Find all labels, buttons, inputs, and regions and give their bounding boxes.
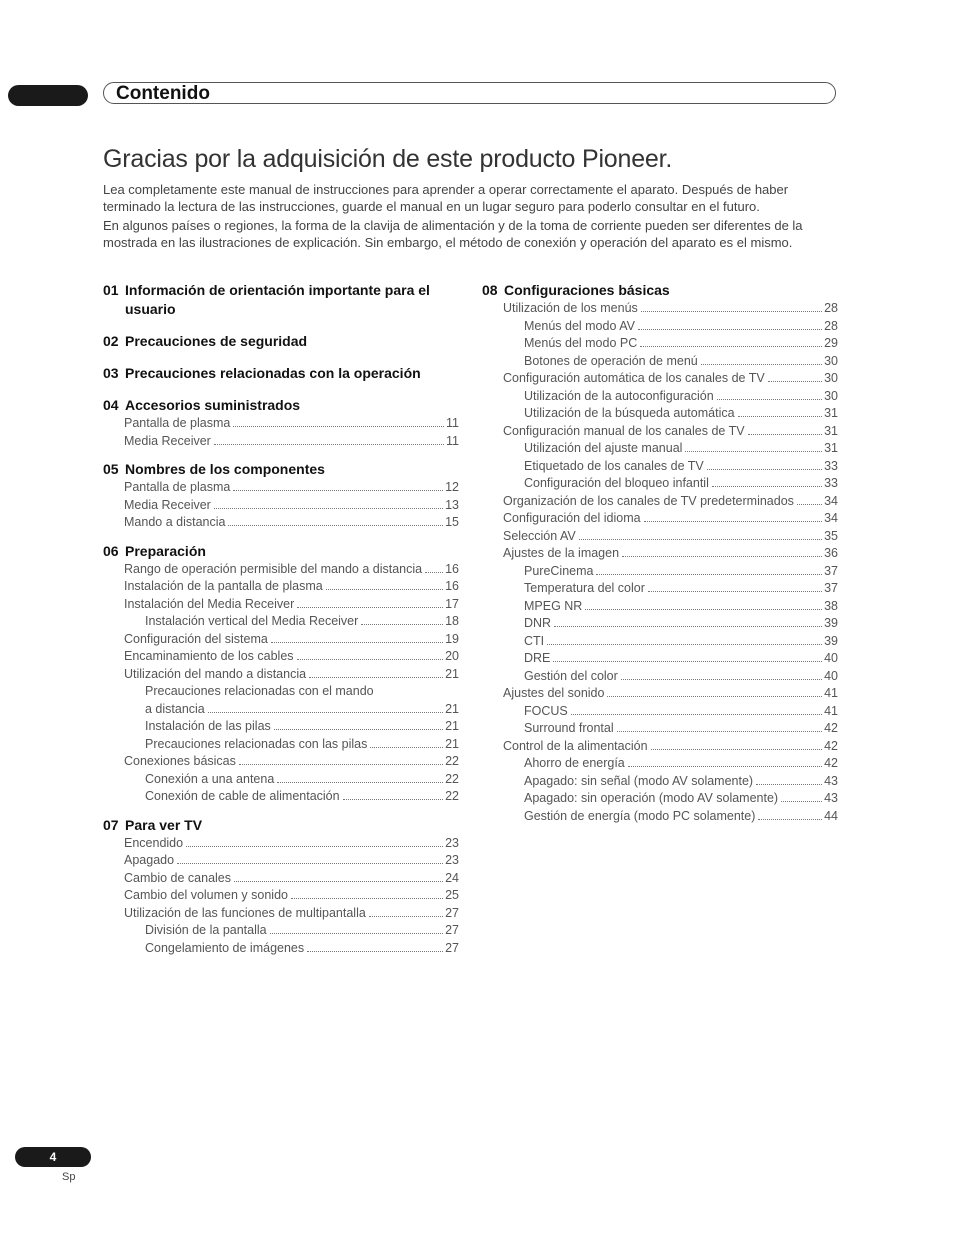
toc-entry-label: Apagado: sin señal (modo AV solamente) (524, 773, 754, 788)
toc-chapter-number: 01 (103, 282, 119, 298)
toc-entry-label: Media Receiver (124, 497, 211, 512)
toc-entry-label: Media Receiver (124, 433, 211, 448)
toc-entry-page: 42 (824, 738, 838, 753)
toc-entry[interactable] (103, 613, 459, 631)
toc-dot-leader (640, 346, 822, 347)
toc-chapter-heading[interactable] (103, 332, 459, 351)
toc-entry-page: 22 (445, 771, 459, 786)
toc-dot-leader (234, 881, 443, 882)
toc-entry-label: Pantalla de plasma (124, 480, 231, 494)
toc-chapter-title: Configuraciones básicas (504, 282, 670, 298)
toc-entry-page: 34 (824, 511, 838, 525)
toc-entry-page: 30 (824, 388, 838, 403)
toc-dot-leader (274, 729, 443, 730)
toc-entry[interactable] (482, 580, 838, 598)
toc-dot-leader (307, 951, 443, 952)
toc-entry-page: 23 (445, 835, 459, 850)
toc-entry[interactable] (482, 755, 838, 773)
toc-dot-leader (641, 311, 822, 312)
toc-dot-leader (644, 521, 823, 522)
toc-entry-page: 11 (446, 433, 459, 448)
intro-paragraph-2: En algunos países o regiones, la forma de la clavija de alimentación y de la toma de corriente pueden ser diferentes de la mostrada en las ilustraciones de explicación. Sin embargo, el método de conexión y operación del aparato es el mismo. (103, 218, 803, 250)
toc-entry-label: Surround frontal (524, 721, 614, 735)
toc-chapter-number: 02 (103, 333, 119, 349)
toc-chapter-number: 06 (103, 542, 119, 559)
toc-dot-leader (651, 749, 823, 750)
toc-entry[interactable] (103, 835, 459, 853)
toc-chapter-title: Nombres de los componentes (125, 461, 325, 477)
toc-entry-label: Instalación vertical del Media Receiver (145, 614, 359, 628)
toc-entry[interactable] (482, 335, 838, 353)
toc-entry[interactable] (103, 887, 459, 905)
toc-entry[interactable] (103, 718, 459, 736)
toc-dot-leader (596, 574, 822, 575)
toc-entry[interactable] (103, 514, 459, 532)
toc-entry[interactable] (482, 440, 838, 458)
toc-dot-leader (797, 504, 822, 505)
toc-entry[interactable] (103, 701, 459, 719)
toc-entry-page: 19 (445, 631, 459, 646)
toc-entry[interactable] (482, 773, 838, 791)
toc-entry-page: 41 (824, 686, 838, 700)
toc-entry[interactable] (482, 493, 838, 511)
toc-dot-leader (554, 626, 822, 627)
toc-dot-leader (228, 525, 443, 526)
toc-entry-page: 38 (824, 598, 838, 613)
toc-entry-page: 11 (446, 416, 459, 430)
chapter-gap (103, 319, 459, 332)
toc-entry-label: a distancia (145, 701, 205, 716)
toc-chapter-title: Precauciones relacionadas con la operación (125, 365, 421, 381)
toc-entry[interactable] (103, 578, 459, 596)
toc-entry-label: Utilización de la autoconfiguración (524, 388, 714, 403)
toc-entry-label: Menús del modo AV (524, 318, 635, 333)
toc-entry-label: PureCinema (524, 563, 594, 578)
toc-dot-leader (343, 799, 444, 800)
toc-entry-label: Congelamiento de imágenes (145, 940, 305, 955)
toc-entry-page: 22 (445, 754, 459, 768)
toc-entry[interactable] (103, 922, 459, 940)
toc-dot-leader (748, 434, 823, 435)
toc-entry[interactable] (103, 648, 459, 666)
toc-entry[interactable] (482, 405, 838, 423)
toc-entry-label: Configuración del idioma (503, 511, 641, 525)
toc-dot-leader (297, 659, 444, 660)
toc-entry[interactable] (482, 300, 838, 318)
toc-entry[interactable] (103, 905, 459, 923)
chapter-gap (103, 351, 459, 364)
toc-entry[interactable] (103, 788, 459, 806)
toc-dot-leader (326, 589, 443, 590)
page-number: 4 (15, 1147, 91, 1167)
toc-entry-label: División de la pantalla (145, 923, 267, 937)
toc-column-right (482, 281, 838, 825)
toc-chapter-number: 07 (103, 816, 119, 833)
toc-entry[interactable] (482, 388, 838, 406)
toc-entry-label: Encendido (124, 835, 184, 850)
toc-entry[interactable] (482, 510, 838, 528)
toc-entry-page: 16 (445, 579, 459, 593)
toc-entry-page: 33 (824, 476, 838, 490)
toc-entry[interactable] (103, 666, 459, 684)
toc-dot-leader (701, 364, 822, 365)
toc-entry-page: 31 (824, 423, 838, 438)
toc-entry-page: 41 (824, 703, 838, 718)
toc-dot-leader (291, 898, 443, 899)
toc-entry-label: Utilización del ajuste manual (524, 441, 683, 455)
toc-entry-label: DNR (524, 616, 552, 630)
toc-entry[interactable] (103, 771, 459, 789)
toc-entry-label: Conexión a una antena (145, 771, 275, 786)
toc-entry-label: Organización de los canales de TV predeterminados (503, 493, 794, 508)
toc-dot-leader (756, 784, 822, 785)
toc-dot-leader (717, 399, 822, 400)
toc-entry-page: 30 (824, 371, 838, 385)
toc-entry-label: Ajustes de la imagen (503, 546, 620, 560)
toc-dot-leader (638, 329, 822, 330)
toc-chapter-heading[interactable] (482, 281, 838, 300)
toc-chapter-heading[interactable] (103, 364, 459, 383)
toc-entry-label: Apagado: sin operación (modo AV solamente) (524, 791, 779, 805)
toc-entry-page: 22 (445, 789, 459, 803)
toc-entry[interactable] (482, 703, 838, 721)
toc-entry-page: 40 (824, 668, 838, 683)
toc-entry-page: 39 (824, 616, 838, 630)
toc-dot-leader (369, 916, 443, 917)
toc-entry-label: Utilización del mando a distancia (124, 666, 307, 681)
toc-chapter-title: Para ver TV (125, 816, 203, 833)
toc-entry-page: 15 (445, 515, 459, 529)
toc-chapter-number: 03 (103, 365, 119, 381)
toc-entry[interactable] (103, 870, 459, 888)
toc-entry[interactable] (482, 318, 838, 336)
toc-dot-leader (607, 696, 822, 697)
toc-entry-continuation: Precauciones relacionadas con el mando (145, 684, 374, 698)
toc-dot-leader (585, 609, 822, 610)
toc-dot-leader (738, 416, 823, 417)
toc-entry-label: Precauciones relacionadas con las pilas (145, 736, 368, 751)
toc-entry-page: 17 (445, 596, 459, 611)
toc-entry-page: 36 (824, 546, 838, 560)
toc-entry-label: Instalación de las pilas (145, 719, 271, 733)
toc-entry-label: Encaminamiento de los cables (124, 649, 294, 663)
toc-dot-leader (271, 642, 443, 643)
toc-dot-leader (758, 819, 822, 820)
toc-entry-label: Conexiones básicas (124, 754, 236, 768)
toc-chapter-title: Precauciones de seguridad (125, 333, 308, 349)
toc-entry[interactable] (482, 685, 838, 703)
toc-entry[interactable] (482, 563, 838, 581)
toc-dot-leader (214, 508, 443, 509)
toc-entry-page: 37 (824, 581, 838, 595)
toc-chapter-number: 08 (482, 282, 498, 298)
toc-entry[interactable] (482, 790, 838, 808)
toc-entry-page: 34 (824, 493, 838, 508)
toc-entry-label: Configuración manual de los canales de TV (503, 423, 745, 438)
toc-entry-page: 33 (824, 458, 838, 473)
toc-entry-page: 35 (824, 528, 838, 543)
toc-entry-label: Ajustes del sonido (503, 686, 605, 700)
intro-paragraph-1: Lea completamente este manual de instrucciones para aprender a operar correctamente el aparato. Después de haber terminado la lectura de las instrucciones, guarde el manual en un lugar seguro para poderlo consultar en el futuro. (103, 182, 789, 214)
toc-entry[interactable] (103, 940, 459, 958)
section-header-bar (103, 82, 836, 104)
toc-entry[interactable] (482, 738, 838, 756)
toc-dot-leader (648, 591, 822, 592)
toc-entry-page: 31 (824, 406, 838, 420)
toc-dot-leader (621, 679, 822, 680)
section-title: Contenido (116, 83, 210, 104)
toc-entry-label: Configuración del sistema (124, 631, 268, 646)
toc-entry[interactable] (482, 353, 838, 371)
toc-entry[interactable] (103, 852, 459, 870)
toc-entry-page: 16 (445, 561, 459, 576)
chapter-gap (103, 532, 459, 542)
toc-entry-label: FOCUS (524, 703, 568, 718)
toc-chapter-heading[interactable] (103, 816, 459, 835)
toc-dot-leader (547, 644, 822, 645)
toc-entry-page: 27 (445, 940, 459, 955)
toc-entry-page: 27 (445, 923, 459, 937)
toc-entry-page: 25 (445, 888, 459, 902)
toc-entry-label: Conexión de cable de alimentación (145, 789, 340, 803)
toc-entry-page: 30 (824, 353, 838, 368)
toc-entry-page: 18 (445, 614, 459, 628)
toc-entry-label: Cambio de canales (124, 870, 232, 885)
toc-chapter-heading[interactable] (103, 281, 459, 319)
page-headline: Gracias por la adquisición de este producto Pioneer. (103, 145, 673, 173)
toc-entry-label: Utilización de las funciones de multipantalla (124, 905, 366, 920)
toc-dot-leader (233, 426, 444, 427)
toc-entry[interactable] (103, 596, 459, 614)
toc-entry[interactable] (103, 479, 459, 497)
toc-dot-leader (239, 764, 443, 765)
toc-dot-leader (370, 747, 443, 748)
toc-dot-leader (361, 624, 443, 625)
toc-entry-label: Rango de operación permisible del mando a distancia (124, 561, 423, 576)
toc-entry[interactable] (103, 497, 459, 515)
toc-entry[interactable] (482, 720, 838, 738)
toc-entry[interactable] (482, 475, 838, 493)
toc-entry-page: 43 (824, 791, 838, 805)
toc-entry[interactable] (482, 598, 838, 616)
toc-entry[interactable] (103, 736, 459, 754)
toc-chapter-heading[interactable] (103, 396, 459, 415)
toc-entry-page: 21 (445, 701, 459, 716)
toc-entry[interactable] (482, 458, 838, 476)
toc-entry-page: 27 (445, 905, 459, 920)
toc-entry-label: Gestión del color (524, 668, 618, 683)
toc-dot-leader (297, 607, 443, 608)
toc-dot-leader (277, 782, 443, 783)
toc-entry-page: 21 (445, 666, 459, 681)
toc-entry-label: Instalación de la pantalla de plasma (124, 579, 323, 593)
toc-chapter-title: Preparación (125, 542, 206, 559)
toc-entry-label: Configuración del bloqueo infantil (524, 476, 709, 490)
toc-entry-label: Gestión de energía (modo PC solamente) (524, 808, 756, 823)
toc-entry-page: 23 (445, 853, 459, 867)
toc-dot-leader (781, 801, 822, 802)
toc-dot-leader (768, 381, 822, 382)
toc-entry-label: Mando a distancia (124, 515, 226, 529)
toc-entry[interactable] (482, 423, 838, 441)
toc-dot-leader (186, 846, 443, 847)
toc-entry-page: 40 (824, 651, 838, 665)
toc-entry-label: Apagado (124, 853, 175, 867)
toc-entry-label: Temperatura del color (524, 581, 645, 595)
toc-entry-label: Ahorro de energía (524, 756, 625, 770)
toc-entry[interactable] (482, 370, 838, 388)
toc-chapter-number: 05 (103, 461, 119, 477)
toc-entry-page: 37 (824, 563, 838, 578)
toc-entry-page: 13 (445, 497, 459, 512)
language-code: Sp (62, 1171, 76, 1183)
toc-entry-label: Control de la alimentación (503, 738, 648, 753)
toc-entry-page: 31 (824, 441, 838, 455)
toc-dot-leader (707, 469, 822, 470)
chapter-gap (103, 806, 459, 816)
toc-entry[interactable] (103, 561, 459, 579)
section-tab-marker (8, 85, 88, 106)
toc-chapter-title: Información de orientación importante para el usuario (125, 282, 430, 317)
toc-entry-page: 21 (445, 719, 459, 733)
toc-entry-page: 12 (445, 480, 459, 494)
toc-entry-page: 20 (445, 649, 459, 663)
toc-entry-page: 42 (824, 756, 838, 770)
toc-dot-leader (233, 490, 443, 491)
toc-entry-label: Pantalla de plasma (124, 416, 231, 430)
toc-entry-label: MPEG NR (524, 598, 583, 613)
toc-dot-leader (571, 714, 822, 715)
toc-entry[interactable] (482, 650, 838, 668)
toc-entry-label: Selección AV (503, 528, 576, 543)
toc-entry-page: 39 (824, 633, 838, 648)
toc-entry[interactable] (482, 528, 838, 546)
toc-chapter-title: Accesorios suministrados (125, 397, 301, 413)
toc-entry-label: Menús del modo PC (524, 336, 638, 350)
toc-entry-page: 29 (824, 336, 838, 350)
toc-entry-label: Botones de operación de menú (524, 353, 698, 368)
toc-entry[interactable] (482, 633, 838, 651)
toc-entry[interactable] (482, 668, 838, 686)
toc-dot-leader (628, 766, 822, 767)
toc-dot-leader (208, 712, 443, 713)
toc-entry-label: DRE (524, 651, 551, 665)
toc-dot-leader (617, 731, 822, 732)
toc-entry[interactable] (482, 545, 838, 563)
toc-dot-leader (579, 539, 822, 540)
toc-entry-label: Utilización de la búsqueda automática (524, 406, 735, 420)
toc-chapter-heading[interactable] (103, 460, 459, 479)
toc-entry[interactable] (103, 631, 459, 649)
toc-entry[interactable] (103, 433, 459, 451)
toc-dot-leader (685, 451, 822, 452)
toc-entry[interactable] (103, 415, 459, 433)
toc-dot-leader (270, 933, 443, 934)
toc-entry-page: 28 (824, 318, 838, 333)
toc-entry-label: Utilización de los menús (503, 301, 638, 315)
toc-entry[interactable] (482, 808, 838, 826)
toc-dot-leader (425, 572, 443, 573)
toc-entry[interactable] (103, 753, 459, 771)
toc-entry[interactable] (482, 615, 838, 633)
toc-entry-label: Cambio del volumen y sonido (124, 888, 288, 902)
toc-entry-page: 21 (445, 736, 459, 751)
toc-entry-label: Configuración automática de los canales de TV (503, 371, 765, 385)
toc-entry-page: 24 (445, 870, 459, 885)
chapter-gap (103, 450, 459, 460)
toc-chapter-number: 04 (103, 397, 119, 413)
toc-entry-label: Instalación del Media Receiver (124, 596, 295, 611)
toc-dot-leader (712, 486, 822, 487)
toc-entry-page: 28 (824, 301, 838, 315)
toc-dot-leader (622, 556, 822, 557)
chapter-gap (103, 383, 459, 396)
toc-column-left (103, 281, 459, 957)
toc-entry-page: 42 (824, 721, 838, 735)
toc-entry-label: CTI (524, 633, 545, 648)
toc-entry-page: 44 (824, 808, 838, 823)
toc-chapter-heading[interactable] (103, 542, 459, 561)
toc-dot-leader (177, 863, 443, 864)
toc-entry-page: 43 (824, 773, 838, 788)
toc-dot-leader (553, 661, 822, 662)
toc-dot-leader (214, 444, 444, 445)
toc-entry-label: Etiquetado de los canales de TV (524, 458, 704, 473)
toc-dot-leader (309, 677, 443, 678)
